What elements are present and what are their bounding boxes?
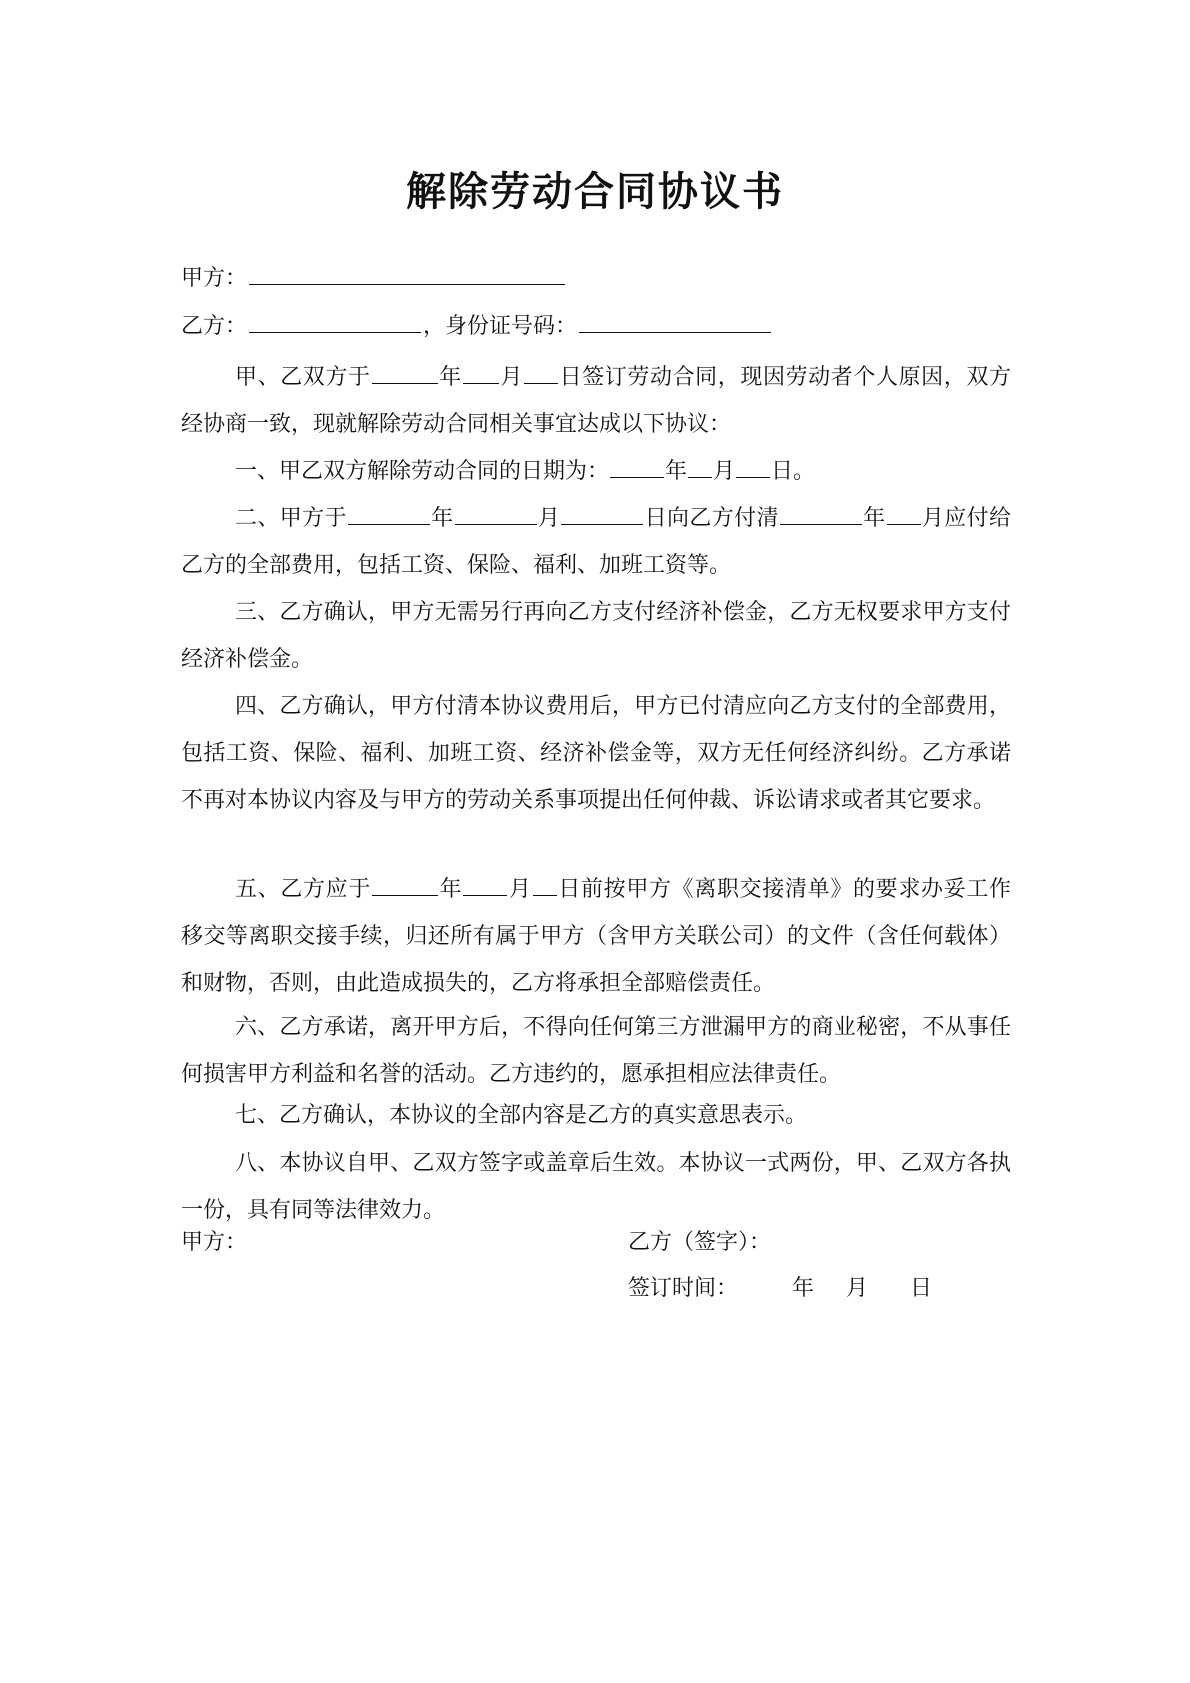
- id-number-blank[interactable]: [579, 310, 771, 333]
- clause-6: 六、乙方承诺，离开甲方后，不得向任何第三方泄漏甲方的商业秘密，不从事任何损害甲方利益和名誉的活动。乙方违约的，愿承担相应法律责任。: [181, 1015, 1011, 1087]
- clause1-day-blank[interactable]: [736, 457, 770, 478]
- intro-year-blank[interactable]: [372, 363, 438, 384]
- clause5-day-blank[interactable]: [533, 875, 557, 896]
- party-a-blank[interactable]: [249, 262, 565, 285]
- party-a-line: [181, 262, 567, 294]
- clause-5: 五、乙方应于 年 月 日前按甲方《离职交接清单》的要求办妥工作移交等离职交接手续，归还所有属于甲方（含甲方关联公司）的文件（含任何载体）和财物，否则，由此造成损失的，乙方将承担全部赔偿责任。: [181, 877, 1011, 996]
- clause-2: 二、甲方于 年 月 日向乙方付清 年 月应付给乙方的全部费用，包括工资、保险、福利、加班工资等。: [181, 506, 1011, 578]
- signature-party-b: 乙方（签字）：: [628, 1230, 772, 1255]
- party-b-label: 乙方：: [181, 314, 248, 339]
- clause2-year-blank[interactable]: [348, 504, 430, 525]
- signature-party-a: 甲方：: [181, 1230, 248, 1255]
- id-number-label: ，身份证号码：: [423, 314, 578, 339]
- clause1-year-blank[interactable]: [610, 457, 664, 478]
- date-year: 年: [792, 1276, 815, 1301]
- clause2-day-blank[interactable]: [561, 504, 643, 525]
- signature-date-line: [628, 1274, 932, 1304]
- clause5-month-blank[interactable]: [463, 875, 507, 896]
- date-month: 月: [846, 1276, 869, 1301]
- party-a-label: 甲方：: [181, 266, 248, 291]
- clause2-year2-blank[interactable]: [780, 504, 862, 525]
- date-day: 日: [910, 1276, 933, 1301]
- clause1-month-blank[interactable]: [688, 457, 712, 478]
- date-label: 签订时间：: [628, 1276, 739, 1301]
- intro-day-blank[interactable]: [524, 363, 558, 384]
- document-title: 解除劳动合同协议书: [406, 168, 784, 215]
- party-b-line: [181, 310, 773, 342]
- clause2-month-blank[interactable]: [455, 504, 537, 525]
- clause-4: 四、乙方确认，甲方付清本协议费用后，甲方已付清应向乙方支付的全部费用，包括工资、保险、福利、加班工资、经济补偿金等，双方无任何经济纠纷。乙方承诺不再对本协议内容及与甲方的劳动关系事项提出任何仲裁、诉讼请求或者其它要求。: [181, 694, 1011, 813]
- intro-paragraph: 甲、乙双方于 年 月 日签订劳动合同，现因劳动者个人原因，双方经协商一致，现就解除劳动合同相关事宜达成以下协议：: [181, 365, 1011, 437]
- party-b-name-blank[interactable]: [249, 310, 421, 333]
- intro-month-blank[interactable]: [463, 363, 499, 384]
- clause2-month2-blank[interactable]: [887, 504, 921, 525]
- clause-8: 八、本协议自甲、乙双方签字或盖章后生效。本协议一式两份，甲、乙双方各执一份，具有同等法律效力。: [181, 1151, 1011, 1223]
- clause5-year-blank[interactable]: [372, 875, 438, 896]
- clause-1: 一、甲乙双方解除劳动合同的日期为： 年 月 日。: [235, 459, 816, 484]
- clause-3: 三、乙方确认，甲方无需另行再向乙方支付经济补偿金，乙方无权要求甲方支付经济补偿金。: [181, 600, 1011, 672]
- clause-7: 七、乙方确认，本协议的全部内容是乙方的真实意思表示。: [235, 1103, 808, 1128]
